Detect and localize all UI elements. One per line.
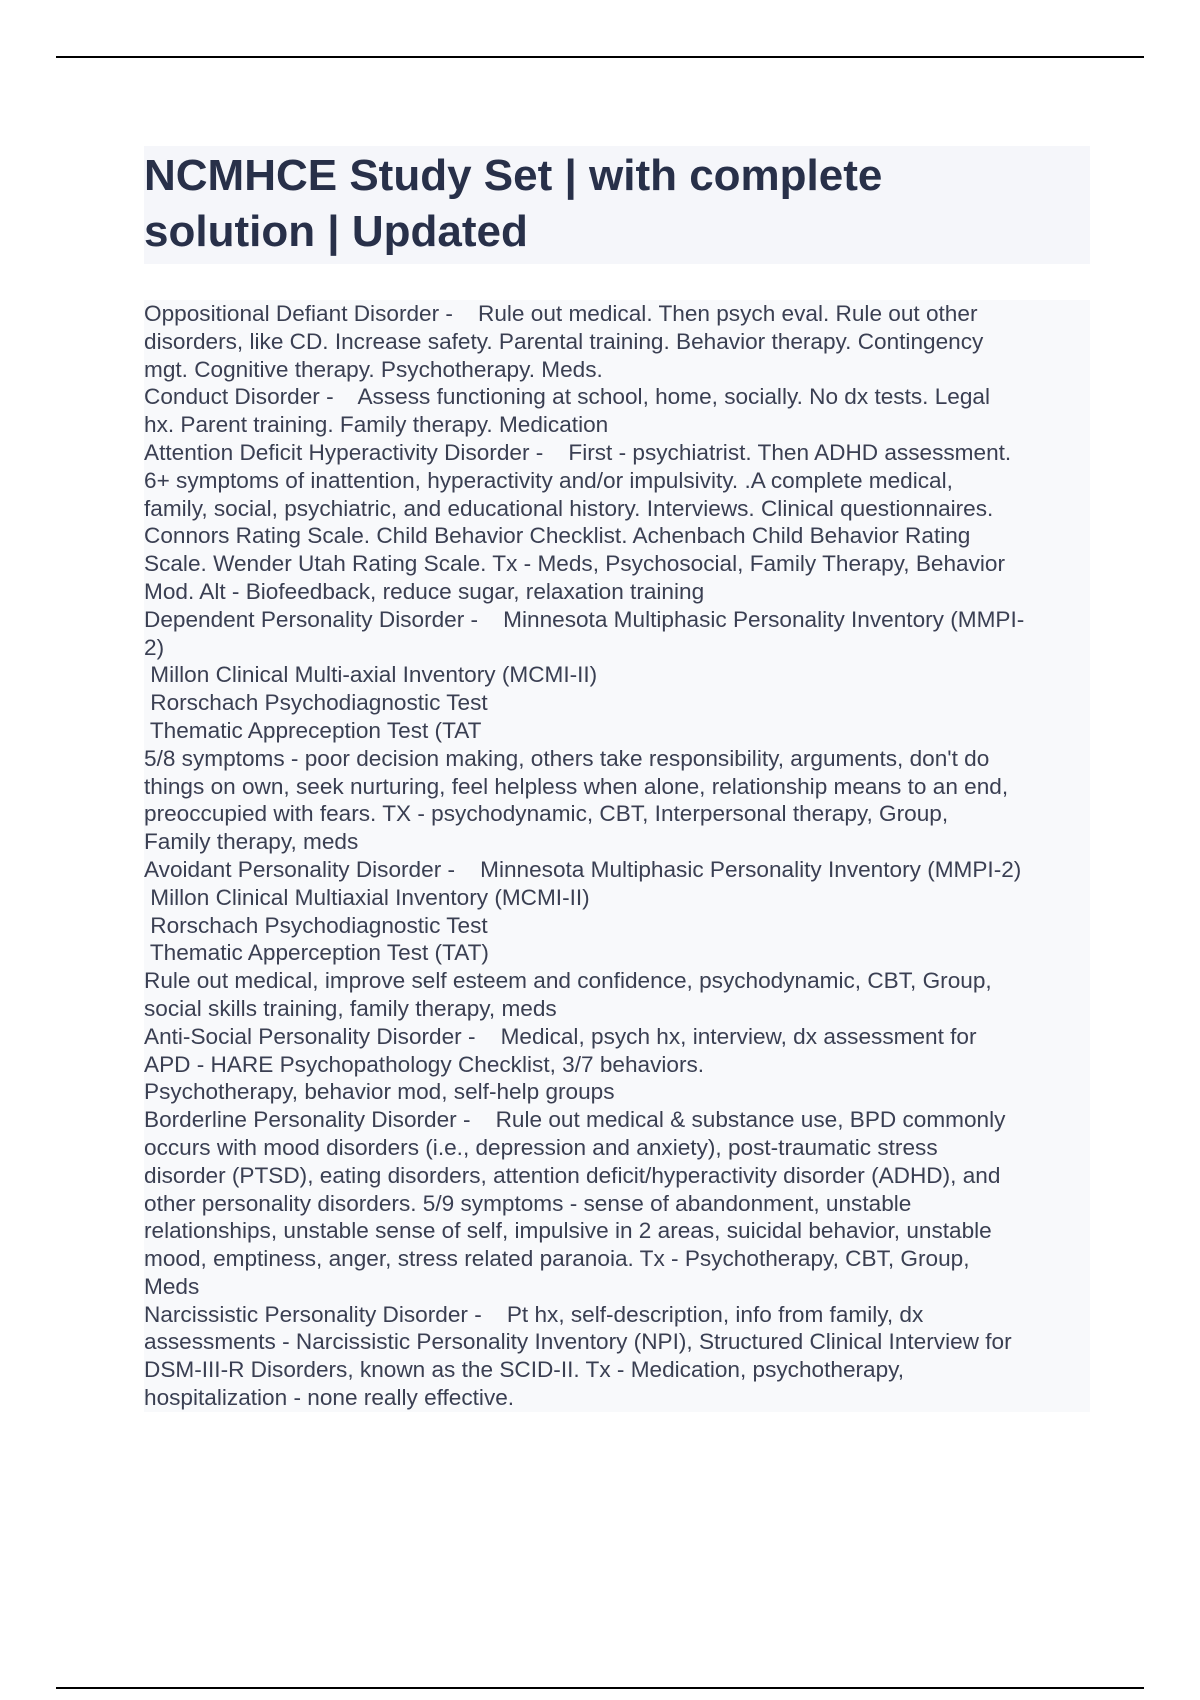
content-line: Conduct Disorder - Assess functioning at school, home, socially. No dx tests. Legal [144,384,990,410]
content-line: Family therapy, meds [144,829,359,855]
top-divider [56,56,1144,58]
content-line: Thematic Appreception Test (TAT [144,717,482,743]
content-line: Avoidant Personality Disorder - Minnesota Multiphasic Personality Inventory (MMPI-2) [144,856,1022,882]
content-line: Scale. Wender Utah Rating Scale. Tx - Meds, Psychosocial, Family Therapy, Behavior [144,551,1006,577]
content-line: Mod. Alt - Biofeedback, reduce sugar, relaxation training [144,578,705,604]
content-line: social skills training, family therapy, meds [144,995,557,1021]
title-block [144,146,1090,264]
content-line: mood, emptiness, anger, stress related paranoia. Tx - Psychotherapy, CBT, Group, [144,1246,970,1272]
content-line: Meds [144,1273,200,1299]
title-line: NCMHCE Study Set | with complete [144,151,883,200]
title-line: solution | Updated [144,207,528,256]
content-line: APD - HARE Psychopathology Checklist, 3/7 behaviors. [144,1051,705,1077]
content-line: Psychotherapy, behavior mod, self-help groups [144,1079,615,1105]
content-line: Connors Rating Scale. Child Behavior Checklist. Achenbach Child Behavior Rating [144,523,971,549]
content-line: 6+ symptoms of inattention, hyperactivity and/or impulsivity. .A complete medical, [144,467,953,493]
content-line: assessments - Narcissistic Personality Inventory (NPI), Structured Clinical Interview for [144,1329,1012,1355]
content-line: Oppositional Defiant Disorder - Rule out medical. Then psych eval. Rule out other [144,301,978,326]
content-line: 5/8 symptoms - poor decision making, others take responsibility, arguments, don't do [144,745,990,771]
content-line: Rorschach Psychodiagnostic Test [144,912,488,938]
content-line: Rorschach Psychodiagnostic Test [144,690,488,716]
content-line: things on own, seek nurturing, feel helpless when alone, relationship means to an end, [144,773,1009,799]
content-line: occurs with mood disorders (i.e., depression and anxiety), post-traumatic stress [144,1134,938,1160]
content-line: DSM-III-R Disorders, known as the SCID-II. Tx - Medication, psychotherapy, [144,1357,905,1383]
content-line: relationships, unstable sense of self, impulsive in 2 areas, suicidal behavior, unstable [144,1218,992,1244]
content-line: Dependent Personality Disorder - Minnesota Multiphasic Personality Inventory (MMPI- [144,606,1025,632]
content-line: Narcissistic Personality Disorder - Pt hx, self-description, info from family, dx [144,1301,924,1327]
content-line: family, social, psychiatric, and educational history. Interviews. Clinical questionnaires. [144,495,994,521]
content-line: Borderline Personality Disorder - Rule out medical & substance use, BPD commonly [144,1107,1006,1133]
content-line: disorders, like CD. Increase safety. Parental training. Behavior therapy. Contingency [144,328,984,354]
content-line: Thematic Apperception Test (TAT) [144,940,489,966]
content-line: 2) [144,634,165,660]
content-line: disorder (PTSD), eating disorders, attention deficit/hyperactivity disorder (ADHD), and [144,1162,1001,1188]
content-line: Attention Deficit Hyperactivity Disorder - First - psychiatrist. Then ADHD assessment. [144,439,1012,465]
content-line: Anti-Social Personality Disorder - Medical, psych hx, interview, dx assessment for [144,1023,977,1049]
content-line: hospitalization - none really effective. [144,1385,515,1411]
study-set-content [144,300,1090,1412]
content-line: Millon Clinical Multi-axial Inventory (MCMI-II) [144,662,598,688]
document-title [144,146,1082,260]
content-line: Millon Clinical Multiaxial Inventory (MCMI-II) [144,884,590,910]
content-line: preoccupied with fears. TX - psychodynamic, CBT, Interpersonal therapy, Group, [144,801,949,827]
content-line: mgt. Cognitive therapy. Psychotherapy. Meds. [144,356,603,382]
bottom-divider [56,1687,1144,1689]
content-line: Rule out medical, improve self esteem and confidence, psychodynamic, CBT, Group, [144,968,992,994]
content-line: hx. Parent training. Family therapy. Medication [144,412,609,438]
content-line: other personality disorders. 5/9 symptoms - sense of abandonment, unstable [144,1190,912,1216]
